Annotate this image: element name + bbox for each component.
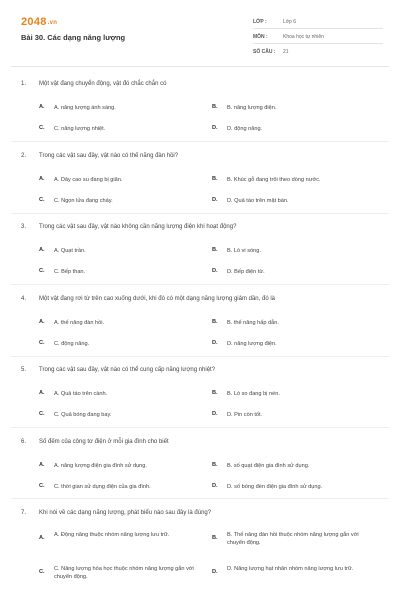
option-text: D. Bếp điện từ.	[227, 269, 265, 275]
option-letter: C.	[39, 411, 45, 417]
header-divider	[11, 66, 389, 67]
option-text: B. Lò xo đang bị nén.	[227, 391, 280, 397]
question-divider	[11, 141, 389, 142]
option-text: C. Bếp than.	[54, 269, 86, 275]
option-text: A. thế năng đàn hồi.	[54, 320, 105, 326]
option-letter: C.	[39, 340, 45, 346]
logo-tld: .vn	[47, 20, 58, 26]
option-letter: A.	[39, 390, 45, 396]
meta-value: 21	[283, 49, 289, 55]
site-logo[interactable]	[21, 16, 57, 28]
meta-row-count	[253, 45, 383, 59]
question-text: Khi nói về các dạng năng lượng, phát biểu nào sau đây là đúng?	[39, 510, 212, 516]
question-number: 7.	[21, 510, 27, 516]
option-text: C. động năng.	[54, 341, 90, 347]
option-text: C. Ngọn lửa đang cháy.	[54, 198, 113, 204]
question-number: 5.	[21, 367, 27, 373]
option-text: B. Lò vi sóng.	[227, 248, 261, 254]
option-letter: A.	[39, 176, 45, 182]
option-text: A. năng lượng điện gia đình sử dụng.	[54, 463, 147, 469]
option-letter: C.	[39, 197, 45, 203]
question-number: 3.	[21, 224, 27, 230]
option-text: C. Năng lượng hóa học thuộc nhóm năng lượng gắn với chuyển động.	[54, 566, 194, 580]
option-text: B. thế năng hấp dẫn.	[227, 320, 279, 326]
option-letter: D.	[212, 197, 218, 203]
option-letter: D.	[212, 125, 218, 131]
question-number: 2.	[21, 153, 27, 159]
option-letter: A.	[39, 247, 45, 253]
option-letter: B.	[212, 535, 218, 541]
option-letter: C.	[39, 125, 45, 131]
meta-row-class	[253, 15, 383, 29]
option-text: D. Pin còn tốt.	[227, 412, 263, 418]
option-text: A. Quạt trần.	[54, 248, 86, 254]
option-letter: A.	[39, 319, 45, 325]
question-text: Trong các vật sau đây, vật nào có thế năng đàn hồi?	[39, 153, 179, 159]
option-letter: D.	[212, 569, 218, 575]
option-letter: B.	[212, 176, 218, 182]
option-letter: A.	[39, 104, 45, 110]
option-text: D. năng lượng điện.	[227, 341, 277, 347]
option-text: D. số bóng đèn điện gia đình sử dụng.	[227, 484, 323, 490]
option-letter: B.	[212, 462, 218, 468]
option-text: C. Quả bóng đang bay.	[54, 412, 112, 418]
question-text: Trong các vật sau đây, vật nào không cần năng lượng điện khi hoạt động?	[39, 224, 237, 230]
option-text: D. Năng lượng hạt nhân nhóm năng lượng lưu trữ.	[227, 566, 354, 572]
option-text: B. năng lượng điện.	[227, 105, 277, 111]
meta-key: MÔN :	[253, 34, 268, 40]
option-letter: D.	[212, 340, 218, 346]
question-number: 1.	[21, 81, 27, 87]
option-text: A. Quả táo trên cành.	[54, 391, 108, 397]
question-text: Trong các vật sau đây, vật nào có thể cung cấp năng lượng nhiệt?	[39, 367, 216, 373]
meta-value: Khoa học tự nhiên	[283, 34, 324, 40]
option-text: B. số quạt điện gia đình sử dụng.	[227, 463, 310, 469]
option-letter: A.	[39, 535, 45, 541]
question-text: Một vật đang chuyển động, vật đó chắc chắn có	[39, 81, 167, 87]
option-text: A. Động năng thuộc nhóm năng lượng lưu trữ.	[54, 532, 170, 538]
question-text: Một vật đang rơi từ trên cao xuống dưới, khi đó có một dạng năng lượng giảm dần, đó là	[39, 296, 275, 302]
lesson-title: Bài 30. Các dạng năng lượng	[21, 33, 126, 42]
option-text: C. thời gian sử dụng điện của gia đình.	[54, 484, 151, 490]
logo-text: 2048	[21, 16, 47, 28]
document-header	[0, 0, 400, 64]
option-text: D. Quả táo trên mặt bàn.	[227, 198, 289, 204]
option-letter: B.	[212, 247, 218, 253]
option-letter: B.	[212, 319, 218, 325]
option-letter: B.	[212, 104, 218, 110]
option-letter: B.	[212, 390, 218, 396]
option-letter: D.	[212, 268, 218, 274]
option-letter: C.	[39, 569, 45, 575]
meta-key: SỐ CÂU :	[253, 49, 276, 55]
option-text: B. Thế năng đàn hồi thuộc nhóm năng lượng gắn với chuyển động.	[227, 532, 359, 546]
question-divider	[11, 427, 389, 428]
option-text: C. năng lượng nhiệt.	[54, 126, 106, 132]
meta-value: Lớp 6	[283, 19, 297, 25]
question-divider	[11, 284, 389, 285]
question-divider	[11, 213, 389, 214]
meta-row-subject	[253, 30, 383, 44]
option-text: D. động năng.	[227, 126, 263, 132]
meta-key: LỚP :	[253, 19, 267, 25]
question-number: 4.	[21, 296, 27, 302]
option-text: A. năng lượng ánh sáng.	[54, 105, 116, 111]
question-number: 6.	[21, 439, 27, 445]
option-letter: C.	[39, 268, 45, 274]
option-text: A. Dây cao su đang bị giãn.	[54, 177, 123, 183]
option-letter: A.	[39, 462, 45, 468]
option-text: B. Khúc gỗ đang trôi theo dòng nước.	[227, 177, 321, 183]
question-text: Số đếm của công tơ điện ở mỗi gia đình cho biết	[39, 439, 169, 445]
question-divider	[11, 356, 389, 357]
option-letter: D.	[212, 411, 218, 417]
option-letter: C.	[39, 483, 45, 489]
option-letter: D.	[212, 483, 218, 489]
question-divider	[11, 498, 389, 499]
